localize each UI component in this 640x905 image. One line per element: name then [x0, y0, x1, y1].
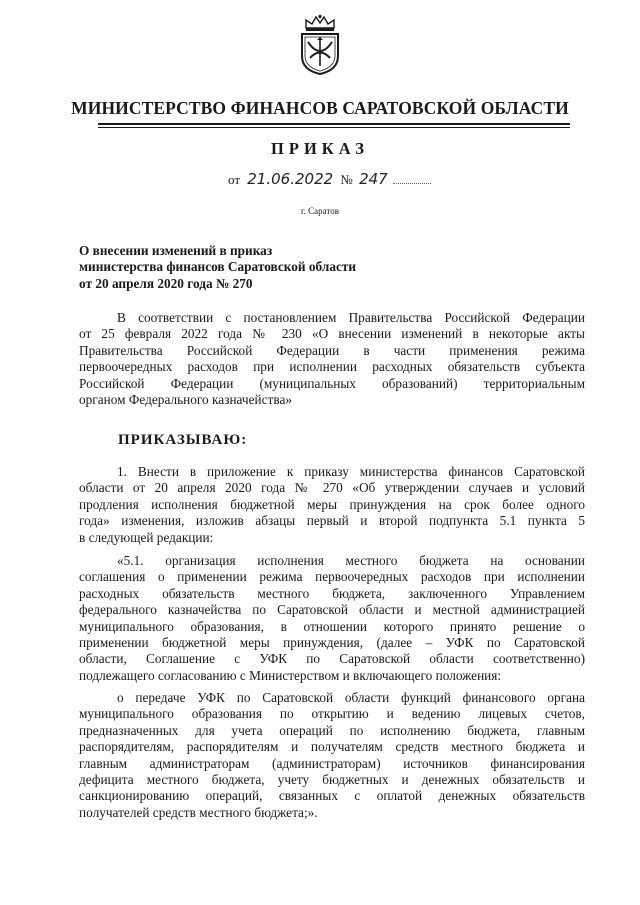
- text-line: предназначенных для учета операций по исполнению бюджета, главным: [79, 722, 585, 738]
- ministry-name: МИНИСТЕРСТВО ФИНАНСОВ САРАТОВСКОЙ ОБЛАСТИ: [71, 98, 569, 118]
- saratov-coat-of-arms-icon: [296, 14, 344, 76]
- text-line: о передаче УФК по Саратовской области функций финансового органа: [117, 690, 585, 705]
- subject-line: министерства финансов Саратовской области: [79, 259, 357, 275]
- text-line: дефицита местного бюджета, учету бюджетных и денежных обязательств и: [79, 771, 585, 787]
- header-rule-thin: [98, 127, 570, 128]
- text-line: муниципального образования по открытию и ведению лицевых счетов,: [79, 706, 585, 722]
- quoted-paragraph-transfer: [79, 690, 585, 821]
- order-subject: [79, 243, 356, 292]
- text-line: года» изменения, изложив абзацы первый и второй подпункта 5.1 пункта 5: [79, 513, 585, 529]
- city: г. Саратов: [301, 206, 339, 216]
- text-line: органом Федерального казначейства»: [79, 391, 292, 407]
- text-line: продления исполнения бюджетной меры принуждения на срок более одного: [79, 496, 585, 512]
- order-title: ПРИКАЗ: [271, 139, 369, 158]
- date-prefix: от: [228, 172, 241, 187]
- text-line: федерального казначейства по Саратовской области и местной администрацией: [79, 602, 585, 618]
- text-line: «5.1. организация исполнения местного бюджета на основании: [117, 553, 585, 568]
- text-line: распорядителям, распорядителям и получателям средств местного бюджета и: [79, 739, 585, 755]
- quoted-paragraph-5-1: [79, 553, 585, 684]
- text-line: соглашения о применении режима первоочередных расходов при исполнении: [79, 569, 585, 585]
- item-1-paragraph: [79, 464, 585, 546]
- text-line: в следующей редакции:: [79, 529, 214, 545]
- text-line: применении бюджетной меры принуждения, (далее – УФК по Саратовской: [79, 634, 585, 650]
- text-line: Правительства Российской Федерации в части применения режима: [79, 342, 585, 358]
- subject-line: О внесении изменений в приказ: [79, 243, 273, 258]
- text-line: расходных обязательств местного бюджета, заключенного Управлением: [79, 585, 585, 601]
- text-line: первоочередных расходов при исполнении расходных обязательств субъекта: [79, 359, 585, 375]
- number-dotted-line: [393, 183, 431, 184]
- text-line: 1. Внести в приложение к приказу министерства финансов Саратовской: [117, 464, 585, 479]
- order-number: 247: [359, 170, 388, 188]
- text-line: подлежащего согласованию с Министерством и включающего положения:: [79, 667, 502, 683]
- text-line: муниципального образования, в отношении которого принято решение о: [79, 618, 585, 634]
- text-line: санкционированию операций, связанных с оплатой денежных обязательств: [79, 788, 585, 804]
- text-line: Российской Федерации (муниципальных образований) территориальным: [79, 375, 585, 391]
- order-date: 21.06.2022: [247, 170, 334, 188]
- text-line: главным администраторам (администраторам) источников финансирования: [79, 755, 585, 771]
- text-line: от 25 февраля 2022 года № 230 «О внесении изменений в некоторые акты: [79, 326, 585, 342]
- number-prefix: №: [340, 172, 353, 187]
- text-line: области, Соглашение с УФК по Саратовской области соответственно): [79, 651, 585, 667]
- order-heading: ПРИКАЗЫВАЮ:: [118, 432, 248, 448]
- subject-line: от 20 апреля 2020 года № 270: [79, 275, 253, 291]
- text-line: получателей средств местного бюджета;».: [79, 804, 318, 820]
- order-date-line: [228, 170, 431, 188]
- preamble-paragraph: [79, 310, 585, 408]
- header-rule-thick: [98, 123, 570, 125]
- text-line: В соответствии с постановлением Правительства Российской Федерации: [117, 310, 585, 325]
- text-line: области от 20 апреля 2020 года № 270 «Об утверждении случаев и условий: [79, 480, 585, 496]
